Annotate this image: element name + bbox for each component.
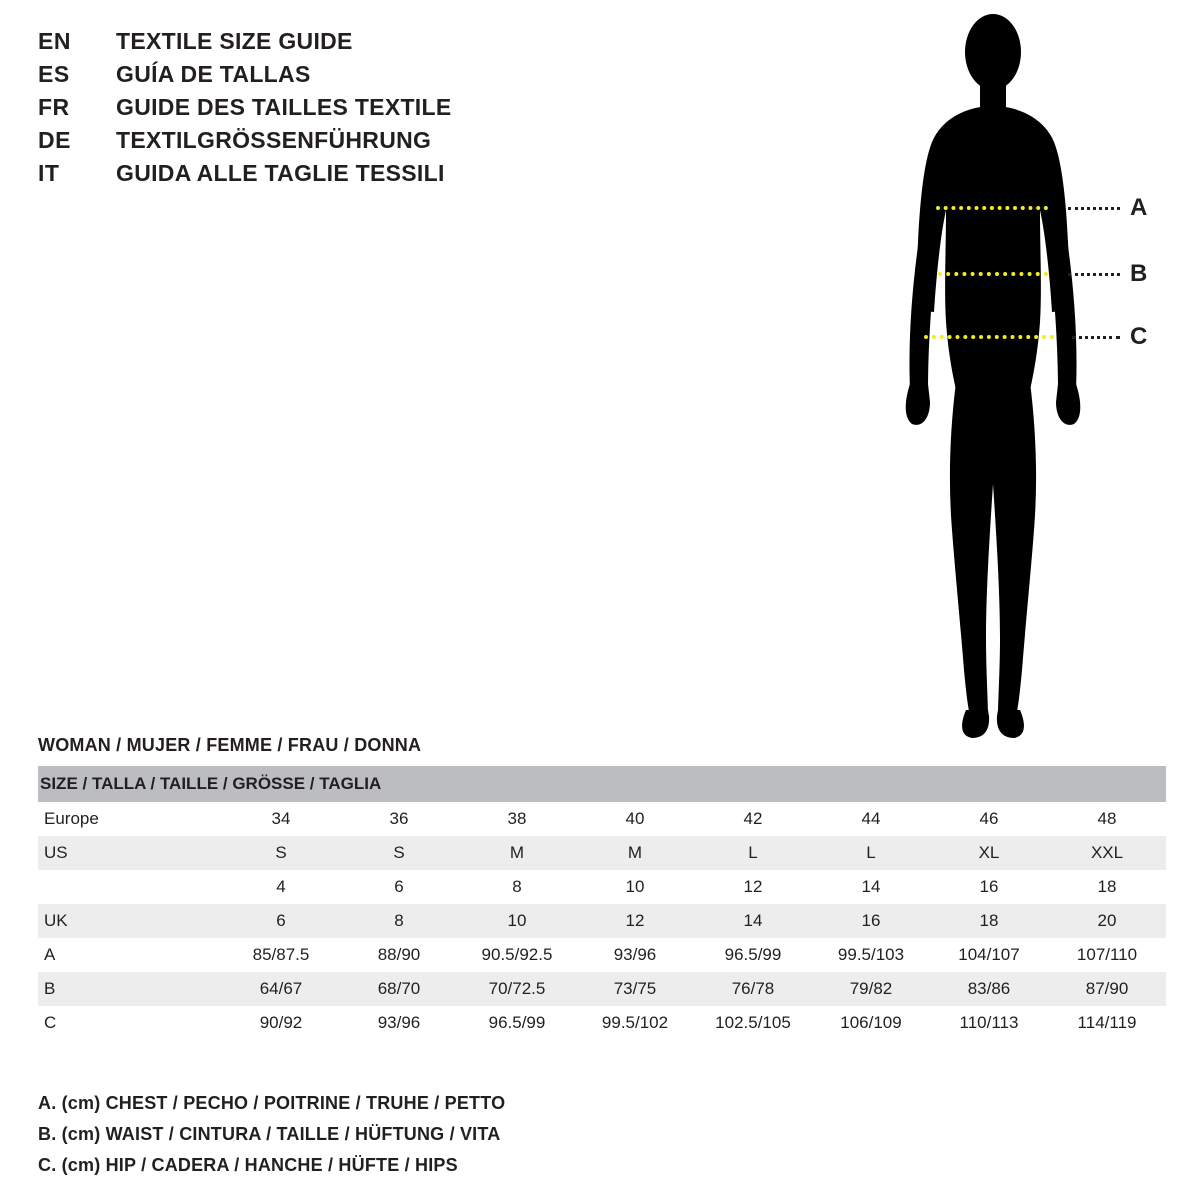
body-measurement-figure xyxy=(860,10,1190,750)
table-cell: 68/70 xyxy=(340,972,458,1006)
measure-label-a: A xyxy=(1130,194,1148,221)
row-label: A xyxy=(38,938,222,972)
language-code: DE xyxy=(38,127,71,153)
row-label: US xyxy=(38,836,222,870)
table-cell: S xyxy=(222,836,340,870)
size-table xyxy=(38,766,1166,1040)
table-cell: 76/78 xyxy=(694,972,812,1006)
language-title: GUIDA ALLE TAGLIE TESSILI xyxy=(116,160,445,186)
table-cell: 110/113 xyxy=(930,1006,1048,1040)
table-cell: 36 xyxy=(340,802,458,836)
table-cell: 42 xyxy=(694,802,812,836)
table-row xyxy=(38,938,1166,972)
language-code: FR xyxy=(38,94,70,120)
table-cell: 6 xyxy=(222,904,340,938)
table-cell: 18 xyxy=(930,904,1048,938)
table-cell: 107/110 xyxy=(1048,938,1166,972)
language-code: EN xyxy=(38,28,71,54)
table-cell: M xyxy=(576,836,694,870)
table-row xyxy=(38,972,1166,1006)
table-cell: 90/92 xyxy=(222,1006,340,1040)
table-cell: 90.5/92.5 xyxy=(458,938,576,972)
table-cell: M xyxy=(458,836,576,870)
table-row xyxy=(38,802,1166,836)
table-cell: 83/86 xyxy=(930,972,1048,1006)
table-cell: XXL xyxy=(1048,836,1166,870)
table-cell: 20 xyxy=(1048,904,1166,938)
table-cell: 14 xyxy=(694,904,812,938)
language-row xyxy=(38,160,738,193)
table-cell: 14 xyxy=(812,870,930,904)
table-cell: L xyxy=(694,836,812,870)
table-cell: 40 xyxy=(576,802,694,836)
row-label: C xyxy=(38,1006,222,1040)
table-cell: 10 xyxy=(576,870,694,904)
table-cell: 8 xyxy=(458,870,576,904)
measure-band-chest xyxy=(936,206,1048,210)
table-row xyxy=(38,836,1166,870)
leader-line-waist xyxy=(1068,273,1120,276)
language-code: IT xyxy=(38,160,60,186)
table-cell: 102.5/105 xyxy=(694,1006,812,1040)
leader-line-hip xyxy=(1072,336,1120,339)
table-caption: WOMAN / MUJER / FEMME / FRAU / DONNA xyxy=(38,735,422,755)
language-row xyxy=(38,61,738,94)
measure-band-waist xyxy=(938,272,1048,276)
table-cell: 99.5/102 xyxy=(576,1006,694,1040)
table-header-label: SIZE / TALLA / TAILLE / GRÖSSE / TAGLIA xyxy=(38,766,1166,802)
table-cell: 10 xyxy=(458,904,576,938)
table-cell: 44 xyxy=(812,802,930,836)
table-header-row xyxy=(38,766,1166,802)
table-cell: XL xyxy=(930,836,1048,870)
table-cell: 46 xyxy=(930,802,1048,836)
table-cell: 34 xyxy=(222,802,340,836)
row-label: B xyxy=(38,972,222,1006)
table-cell: 64/67 xyxy=(222,972,340,1006)
language-row xyxy=(38,127,738,160)
table-cell: 38 xyxy=(458,802,576,836)
female-silhouette-icon xyxy=(860,10,1190,750)
leader-line-chest xyxy=(1068,207,1120,210)
table-cell: 18 xyxy=(1048,870,1166,904)
footnote-chest: A. (cm) CHEST / PECHO / POITRINE / TRUHE / PETTO xyxy=(38,1093,506,1113)
table-cell: 8 xyxy=(340,904,458,938)
table-cell: 16 xyxy=(812,904,930,938)
measure-label-b: B xyxy=(1130,260,1148,287)
table-row xyxy=(38,870,1166,904)
table-row xyxy=(38,904,1166,938)
table-cell: 88/90 xyxy=(340,938,458,972)
table-cell: L xyxy=(812,836,930,870)
row-label: Europe xyxy=(38,802,222,836)
table-cell: 96.5/99 xyxy=(458,1006,576,1040)
row-label xyxy=(38,870,222,904)
table-row xyxy=(38,1006,1166,1040)
language-title: TEXTILGRÖSSENFÜHRUNG xyxy=(116,127,432,153)
language-title: TEXTILE SIZE GUIDE xyxy=(116,28,353,54)
language-title-list xyxy=(38,28,738,193)
language-title: GUÍA DE TALLAS xyxy=(116,61,311,87)
table-cell: 79/82 xyxy=(812,972,930,1006)
row-label: UK xyxy=(38,904,222,938)
measure-band-hip xyxy=(924,335,1054,339)
language-row xyxy=(38,94,738,127)
table-cell: 106/109 xyxy=(812,1006,930,1040)
size-table-block xyxy=(38,735,1163,1040)
language-title: GUIDE DES TAILLES TEXTILE xyxy=(116,94,452,120)
table-cell: 87/90 xyxy=(1048,972,1166,1006)
table-cell: 99.5/103 xyxy=(812,938,930,972)
table-cell: 16 xyxy=(930,870,1048,904)
table-cell: 70/72.5 xyxy=(458,972,576,1006)
table-cell: 114/119 xyxy=(1048,1006,1166,1040)
table-cell: S xyxy=(340,836,458,870)
measure-label-c: C xyxy=(1130,323,1148,350)
table-cell: 93/96 xyxy=(340,1006,458,1040)
table-cell: 85/87.5 xyxy=(222,938,340,972)
table-cell: 96.5/99 xyxy=(694,938,812,972)
footnote-hip: C. (cm) HIP / CADERA / HANCHE / HÜFTE / HIPS xyxy=(38,1155,458,1175)
table-cell: 12 xyxy=(694,870,812,904)
footnote-list xyxy=(38,1088,938,1181)
table-cell: 73/75 xyxy=(576,972,694,1006)
table-cell: 48 xyxy=(1048,802,1166,836)
table-cell: 6 xyxy=(340,870,458,904)
table-cell: 12 xyxy=(576,904,694,938)
language-row xyxy=(38,28,738,61)
table-cell: 104/107 xyxy=(930,938,1048,972)
language-code: ES xyxy=(38,61,70,87)
table-cell: 93/96 xyxy=(576,938,694,972)
table-cell: 4 xyxy=(222,870,340,904)
footnote-waist: B. (cm) WAIST / CINTURA / TAILLE / HÜFTUNG / VITA xyxy=(38,1124,501,1144)
